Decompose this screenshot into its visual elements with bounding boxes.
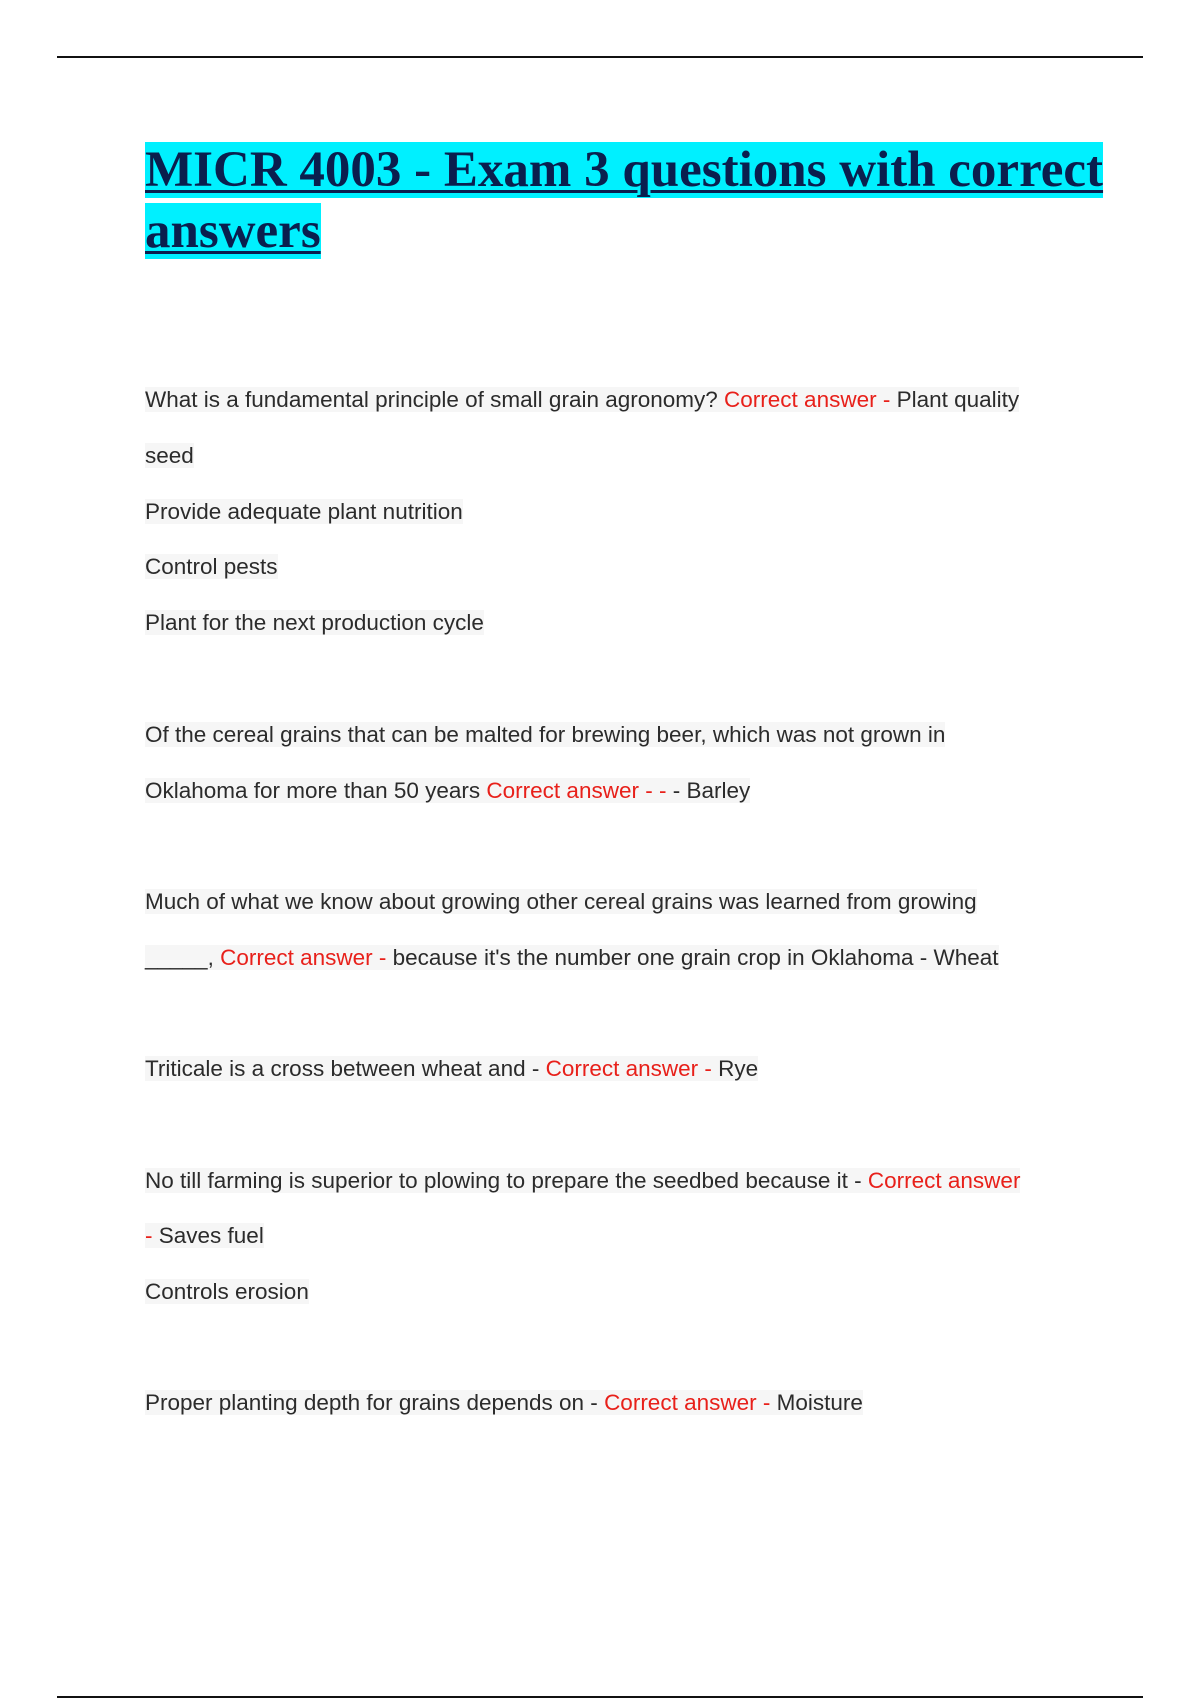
text-line: seed xyxy=(145,443,194,468)
text-line: Provide adequate plant nutrition xyxy=(145,499,463,524)
text-line: _____, Correct answer - because it's the number one grain crop in Oklahoma - Wheat xyxy=(145,945,999,970)
footer-rule xyxy=(57,1696,1143,1698)
text-line: No till farming is superior to plowing to prepare the seedbed because it - Correct answer xyxy=(145,1168,1021,1193)
text-line: Triticale is a cross between wheat and - Correct answer - Rye xyxy=(145,1056,759,1081)
text-line: What is a fundamental principle of small grain agronomy? Correct answer - Plant quality xyxy=(145,387,1020,412)
text-line: Control pests xyxy=(145,554,278,579)
text-line: Of the cereal grains that can be malted for brewing beer, which was not grown in xyxy=(145,722,946,747)
text-line: Controls erosion xyxy=(145,1279,309,1304)
document-title: MICR 4003 - Exam 3 questions with correct answers xyxy=(145,142,1104,259)
text-line: Proper planting depth for grains depends on - Correct answer - Moisture xyxy=(145,1390,863,1415)
text-line: Much of what we know about growing other cereal grains was learned from growing xyxy=(145,889,977,914)
text-line: Oklahoma for more than 50 years Correct answer - - - Barley xyxy=(145,778,751,803)
text-line: Plant for the next production cycle xyxy=(145,610,484,635)
header-rule xyxy=(57,56,1143,58)
text-line: - Saves fuel xyxy=(145,1223,264,1248)
